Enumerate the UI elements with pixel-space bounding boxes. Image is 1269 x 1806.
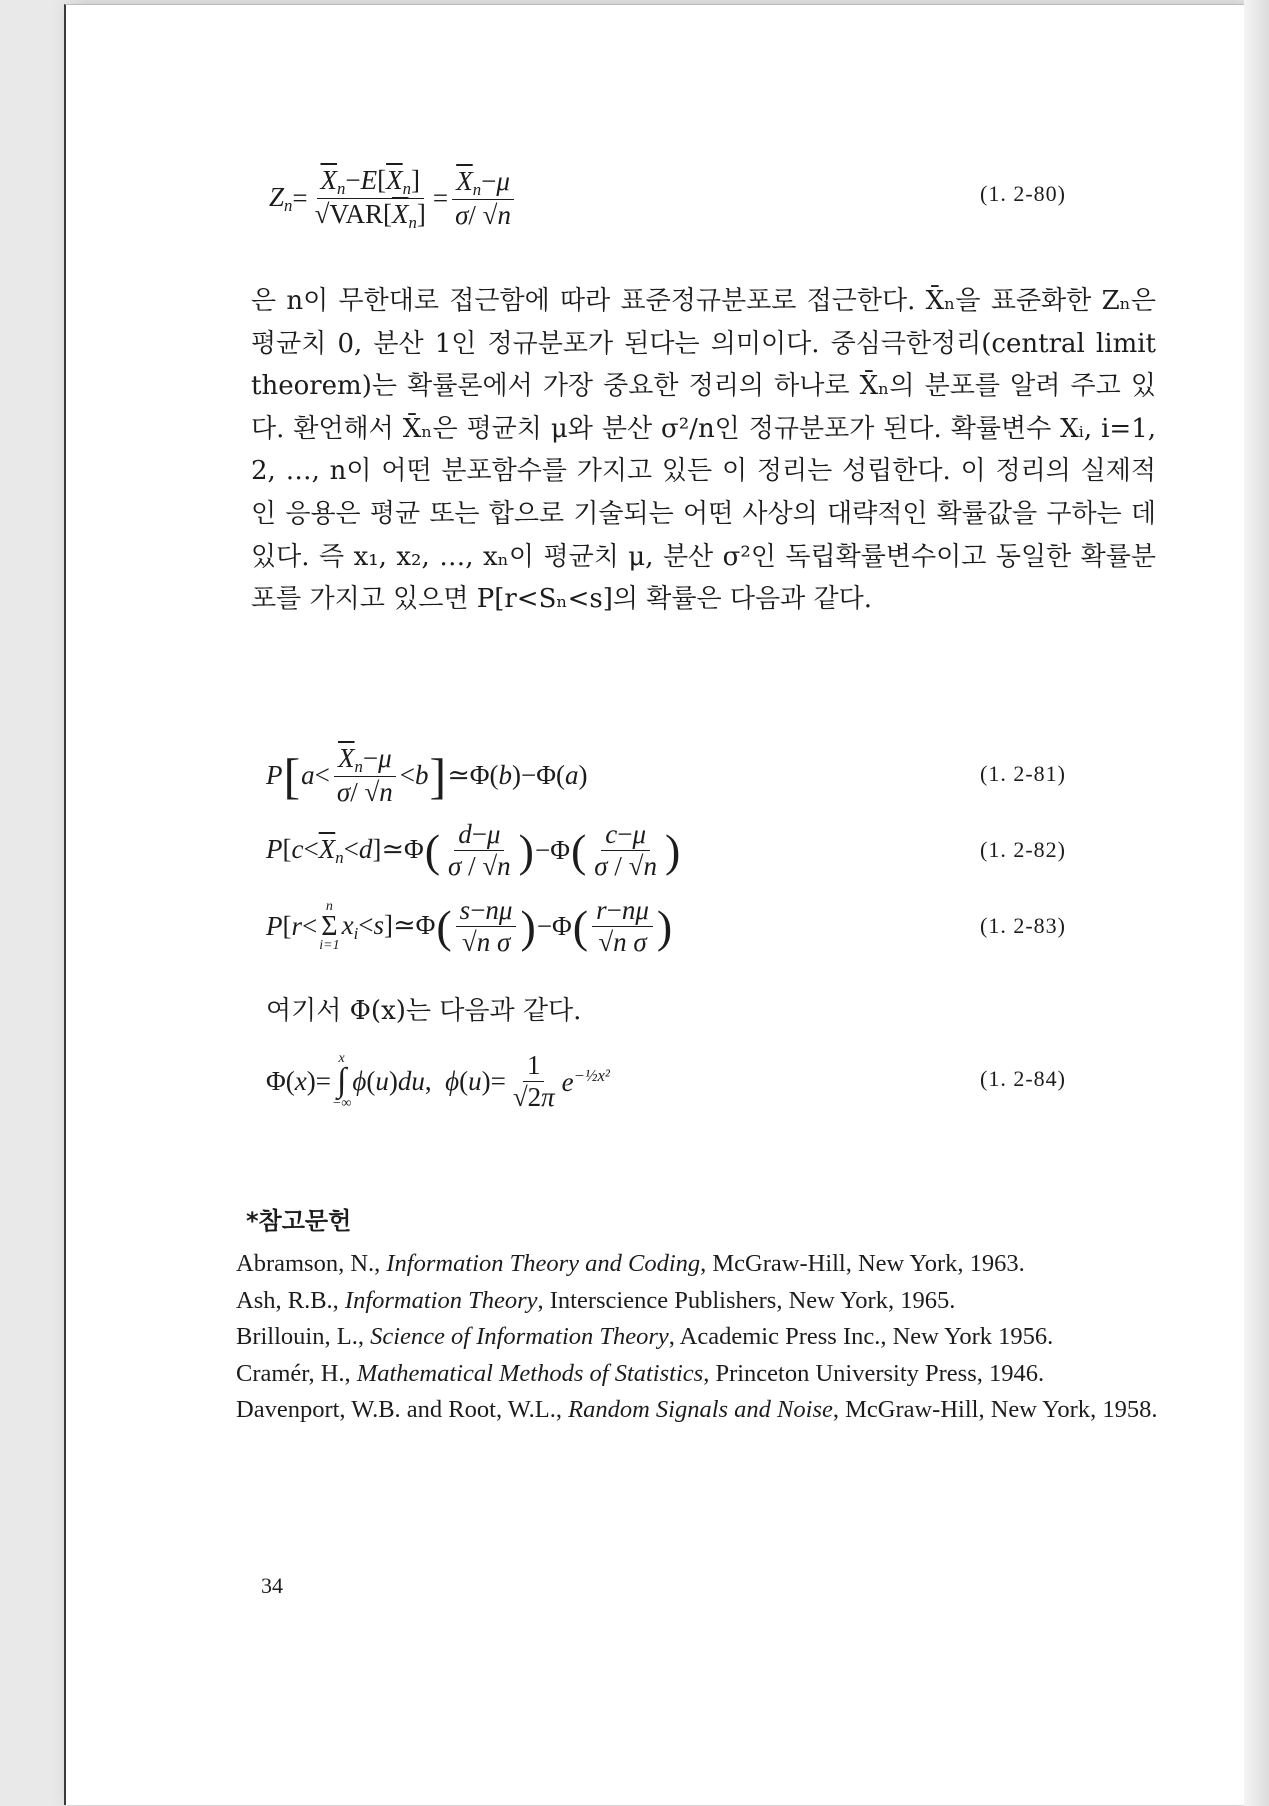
body-paragraph: 은 n이 무한대로 접근함에 따라 표준정규분포로 접근한다. X̄ₙ을 표준화한 Zₙ은 평균치 0, 분산 1인 정규분포가 된다는 의미이다. 중심극한정리(central limit theorem)는 확률론에서 가장 중요한 정리의 하나로 X̄ₙ의 분포를 알려 주고 있다. 환언해서 X̄ₙ은 평균치 μ와 분산 σ²/n인 정규분포가 된다. 확률변수 Xᵢ, i=1, 2, …, n이 어떤 분포함수를 가지고 있든 이 정리는 성립한다. 이 정리의 실제적인 응용은 평균 또는 합으로 기술되는 어떤 사상의 대략적인 확률값을 구하는 데 있다. 즉 x₁, x₂, …, xₙ이 평균치 μ, 분산 σ²인 독립확률변수이고 동일한 확률분포를 가지고 있으면 P[r<Sₙ<s]의 확률은 다음과 같다. [251, 286, 1156, 615]
reference-item: Abramson, N., Information Theory and Coding, McGraw-Hill, New York, 1963. [236, 1250, 1025, 1277]
reference-item: Brillouin, L., Science of Information Theory, Academic Press Inc., New York 1956. [236, 1323, 1054, 1350]
reference-item: Davenport, W.B. and Root, W.L., Random Signals and Noise, McGraw-Hill, New York, 1958. [236, 1396, 1158, 1423]
reference-item: Cramér, H., Mathematical Methods of Statistics, Princeton University Press, 1946. [236, 1359, 1045, 1387]
equation-number: (1. 2-83) [980, 913, 1066, 938]
book-page: $Z_n$ = $\frac{\overline{X}_n-E[\overline{X}_n]}{√VAR[\overline{X}_n]}$ = $\frac{\overline{X}_n-\mu}{\sigma/ √n}$ (1. 2-80) 은 n이 무한대로 접근함에 따라 표준정규분포로 접근한다. X̄ₙ을 표준화한 Zₙ은 평균치 0, 분산 1인 정규분포가 된다는 의미이다. 중심극한정리(central limit theorem)는 확률론에서 가장 중요한 정리의 하나로 X̄ₙ의 분포를 알려 주고 있다. 환언해서 X̄ₙ은 평균치 μ와 분산 σ²/n인 정규분포가 된다. 확률변수 Xᵢ, i=1, 2, …, n이 어떤 분포함수를 가지고 있든 이 정리는 성립한다. 이 정리의 실제적인 응용은 평균 또는 합으로 기술되는 어떤 사상의 대략적인 확률값을 구하는 데 있다. 즉 x₁, x₂, …, xₙ이 평균치 μ, 분산 σ²인 독립확률변수이고 동일한 확률분포를 가지고 있으면 P[r<Sₙ<s]의 확률은 다음과 같다. P [ a < $\frac{\overline{X}_n-\mu}{\sigma/ √n}$ < b ] ≃Φ( b )−Φ( a ) (1. 2-81) $P[c<\overline{X}_n<d]≃\Phi$ ( $\frac{d-\mu}{\sigma / √n}$ ) −Φ ( $\frac{c-\mu}{\sigma / √n}$ ) (1. 2-82) P[r< n Σ i=1 $x_i<s]≃\Phi$ ( $\frac{s-n\mu}{\text{√n σ}}$ ) −Φ ( $\frac{r-n\mu}{\text{√n σ}}$ ) (1. 2-83) 여기서 Φ(x)는 다음과 같다. Φ(x)= x ∫ −∞ ϕ(u)du, ϕ(u)= $\frac{1}{√2\pi}$ $e^{-\frac{1}{2}x^2}$ (1. 2-84) *참고문헌 Abramson, N., Information Theory and Coding, McGraw-Hill, New York, 1963. Ash, R.B., Information Theory, Interscience Publishers, New York, 1965. Brillouin, L., Science of Information Theory, Academic Press Inc., New York 1956. Cramér, H., Mathematical Methods of Statistics, Princeton University Press, 1946. Davenport, W.B. and Root, W.L., Random Signals and Noise, McGraw-Hill, New York, 1958. 34 [64, 4, 1246, 1805]
page-edge-shadow [1244, 0, 1269, 1806]
references-heading: *참고문헌 [246, 1207, 352, 1235]
equation-number: (1. 2-82) [980, 837, 1066, 862]
page-number: 34 [261, 1573, 283, 1598]
equation-number: (1. 2-81) [980, 761, 1066, 786]
references-list [236, 1246, 1191, 1429]
reference-item: Ash, R.B., Information Theory, Interscience Publishers, New York, 1965. [236, 1286, 956, 1314]
equation-number: (1. 2-84) [980, 1066, 1066, 1091]
equation-number: (1. 2-80) [980, 181, 1066, 206]
phi-intro-sentence: 여기서 Φ(x)는 다음과 같다. [266, 996, 582, 1026]
